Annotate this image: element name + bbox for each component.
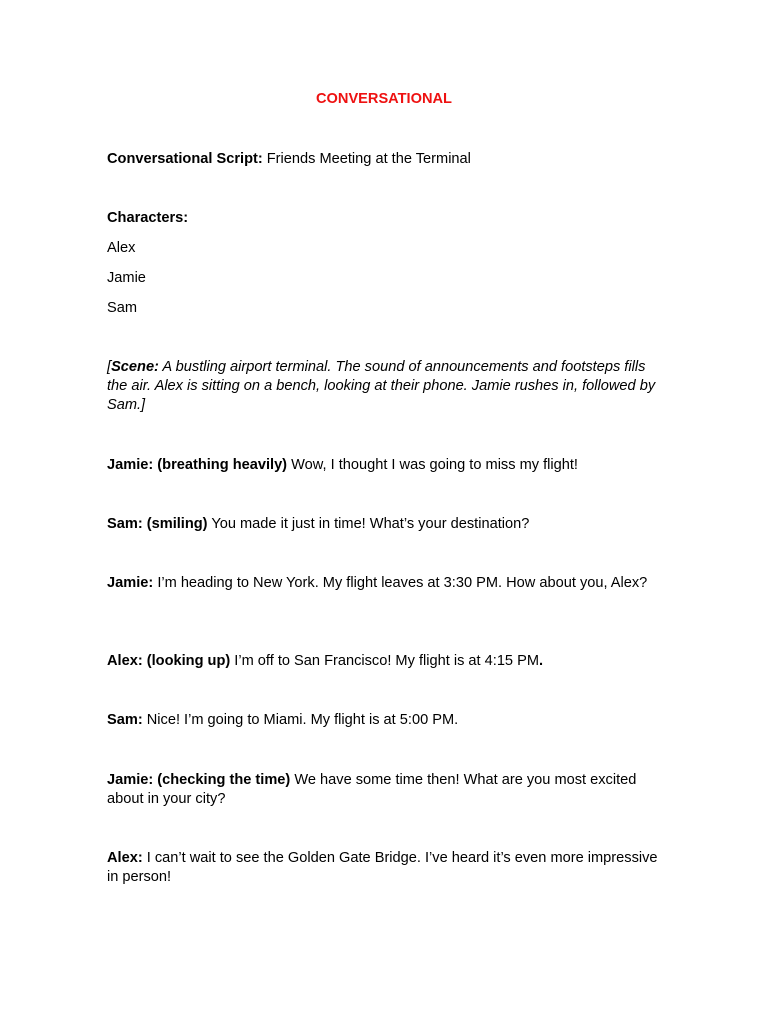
scene-open-bracket: [ xyxy=(107,359,112,375)
character-item: Alex xyxy=(107,240,136,256)
dialogue-text: Wow, I thought I was going to miss my flight! xyxy=(291,457,578,473)
dialogue-speaker: Jamie: (checking the time) xyxy=(107,772,291,788)
script-label: Conversational Script: xyxy=(107,151,263,167)
dialogue-line xyxy=(107,515,659,534)
character-item: Jamie xyxy=(107,270,146,286)
dialogue-speaker: Jamie: (breathing heavily) xyxy=(107,457,288,473)
dialogue-speaker: Alex: (looking up) xyxy=(107,653,231,669)
characters-label: Characters: xyxy=(107,210,189,226)
dialogue-text: I’m off to San Francisco! My flight is at 4:15 PM xyxy=(234,653,539,669)
dialogue-line xyxy=(107,574,659,593)
script-title-line xyxy=(107,150,659,169)
dialogue-text: We have some time then! What are you most excited about in your city? xyxy=(107,772,637,807)
script-title: Friends Meeting at the Terminal xyxy=(266,151,471,167)
dialogue-text: Nice! I’m going to Miami. My flight is at 5:00 PM. xyxy=(146,712,459,728)
dialogue-line xyxy=(107,456,659,475)
dialogue-line xyxy=(107,652,659,671)
dialogue-speaker: Sam: (smiling) xyxy=(107,516,208,532)
dialogue-line xyxy=(107,771,659,809)
dialogue-line xyxy=(107,849,659,887)
scene-text: A bustling airport terminal. The sound of announcements and footsteps fills the air. Alex is sitting on a bench, looking at their phone. Jamie rushes in, followed by Sam.] xyxy=(107,359,656,413)
dialogue-text: You made it just in time! What’s your destination? xyxy=(211,516,530,532)
characters-heading xyxy=(107,209,659,228)
dialogue-trail: . xyxy=(539,653,544,669)
dialogue-line xyxy=(107,711,659,730)
dialogue-speaker: Alex: xyxy=(107,850,143,866)
scene-label: Scene: xyxy=(111,359,159,375)
dialogue-speaker: Sam: xyxy=(107,712,143,728)
dialogue-speaker: Jamie: xyxy=(107,575,154,591)
document-heading: CONVERSATIONAL xyxy=(316,91,452,107)
character-item: Sam xyxy=(107,300,138,316)
dialogue-text: I can’t wait to see the Golden Gate Bridge. I’ve heard it’s even more impressive in person! xyxy=(107,850,658,885)
dialogue-text: I’m heading to New York. My flight leaves at 3:30 PM. How about you, Alex? xyxy=(157,575,648,591)
scene-description xyxy=(107,358,659,415)
